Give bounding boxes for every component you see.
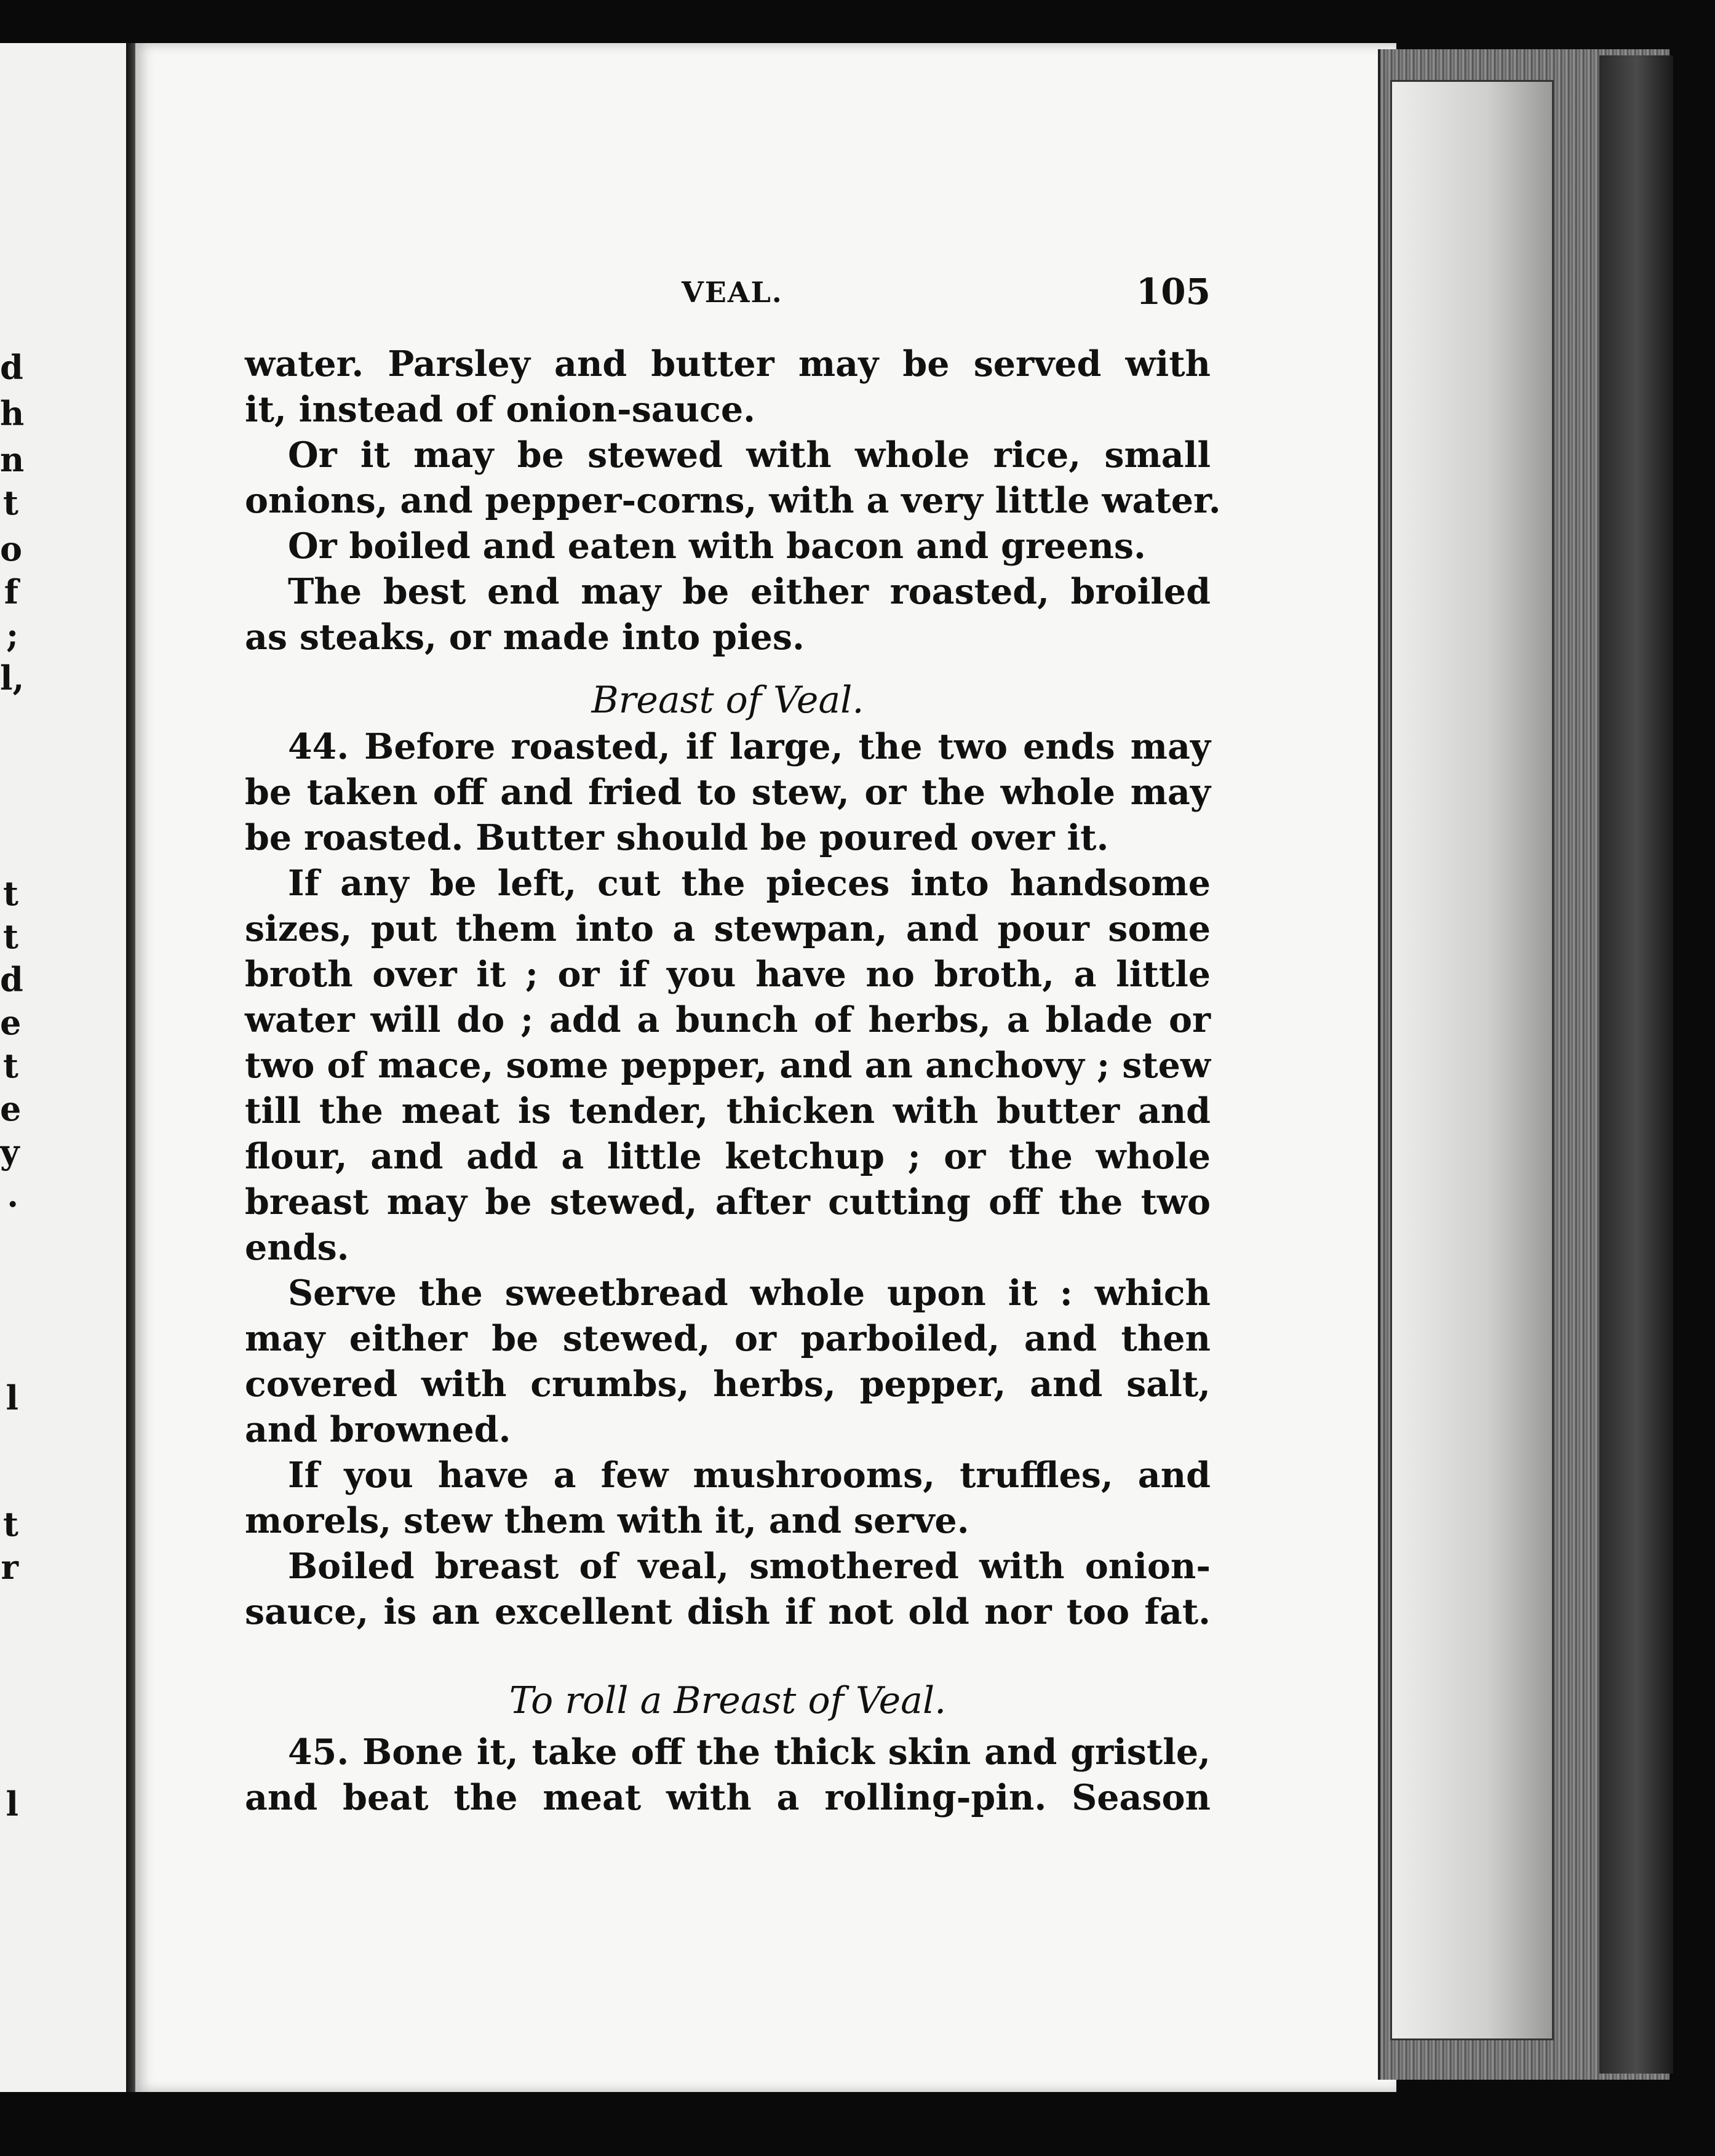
text-line: The best end may be either roasted, broiled (288, 571, 1211, 612)
fragment: t (3, 1046, 18, 1085)
text-line: morels, stew them with it, and serve. (245, 1500, 969, 1541)
fragment: l, (0, 658, 25, 698)
section-roll-breast-of-veal (245, 1730, 1211, 1821)
text-line: 44. Before roasted, if large, the two ends may (288, 726, 1211, 767)
text-line: and browned. (245, 1409, 511, 1450)
page-number: 105 (1136, 271, 1211, 313)
text-line: water. Parsley and butter may be served with (245, 343, 1211, 385)
book-cover-edge (1599, 55, 1673, 2074)
text-line: water will do ; add a bunch of herbs, a blade or (245, 999, 1211, 1040)
fragment: e (0, 1003, 22, 1042)
text-line: flour, and add a little ketchup ; or the whole (245, 1136, 1211, 1177)
text-line: sizes, put them into a stewpan, and pour some (245, 908, 1211, 949)
section-continuation (245, 341, 1221, 660)
text-line: and beat the meat with a rolling-pin. Season (245, 1777, 1211, 1818)
text-line: Boiled breast of veal, smothered with onion- (288, 1546, 1211, 1587)
section-heading: Breast of Veal. (591, 679, 864, 722)
text-line: as steaks, or made into pies. (245, 617, 805, 658)
running-head (245, 271, 1211, 320)
text-line: till the meat is tender, thicken with butter and (245, 1090, 1211, 1132)
text-line: If you have a few mushrooms, truffles, and (288, 1455, 1211, 1496)
text-line: be roasted. Butter should be poured over it. (245, 817, 1109, 858)
text-line: Or boiled and eaten with bacon and greens. (288, 525, 1146, 567)
fragment: n (0, 440, 25, 479)
text-line: broth over it ; or if you have no broth, a little (245, 954, 1211, 995)
fragment: e (0, 1089, 22, 1128)
text-line: If any be left, cut the pieces into handsome (288, 863, 1211, 904)
fragment: y (0, 1132, 20, 1172)
fragment: h (0, 394, 25, 433)
text-line: two of mace, some pepper, and an anchovy ; stew (245, 1045, 1211, 1086)
fragment: t (3, 483, 18, 522)
left-page-text-fragments (0, 43, 126, 2092)
text-line: covered with crumbs, herbs, pepper, and salt, (245, 1363, 1211, 1405)
fragment: d (0, 348, 23, 387)
text-line: breast may be stewed, after cutting off the two (245, 1181, 1211, 1223)
fragment: t (3, 1504, 18, 1544)
text-line: Or it may be stewed with whole rice, small (288, 434, 1211, 476)
text-line: 45. Bone it, take off the thick skin and gristle, (288, 1731, 1211, 1773)
fragment: d (0, 960, 23, 999)
fragment: l (6, 1784, 18, 1824)
fragment: o (0, 529, 23, 569)
text-line: Serve the sweetbread whole upon it : which (288, 1272, 1211, 1314)
text-line: it, instead of onion-sauce. (245, 389, 755, 430)
text-line: sauce, is an excellent dish if not old nor too fat. (245, 1591, 1211, 1632)
text-line: be taken off and fried to stew, or the whole may (245, 772, 1211, 813)
page-body (245, 341, 1221, 1821)
fragment: t (3, 874, 18, 913)
section-breast-of-veal (245, 724, 1211, 1635)
page-edge-highlight (1390, 80, 1554, 2040)
fragment: l (6, 1378, 18, 1418)
left-facing-page (0, 43, 130, 2092)
section-heading: To roll a Breast of Veal. (509, 1679, 947, 1722)
text-line: may either be stewed, or parboiled, and then (245, 1318, 1211, 1359)
fragment: ; (6, 615, 18, 655)
fragment: f (4, 572, 18, 612)
text-line: onions, and pepper-corns, with a very little water. (245, 480, 1221, 521)
text-line: ends. (245, 1227, 349, 1268)
fragment: t (3, 917, 18, 956)
fragment: r (1, 1547, 18, 1587)
fragment: . (7, 1175, 18, 1215)
running-title: VEAL. (682, 276, 783, 309)
